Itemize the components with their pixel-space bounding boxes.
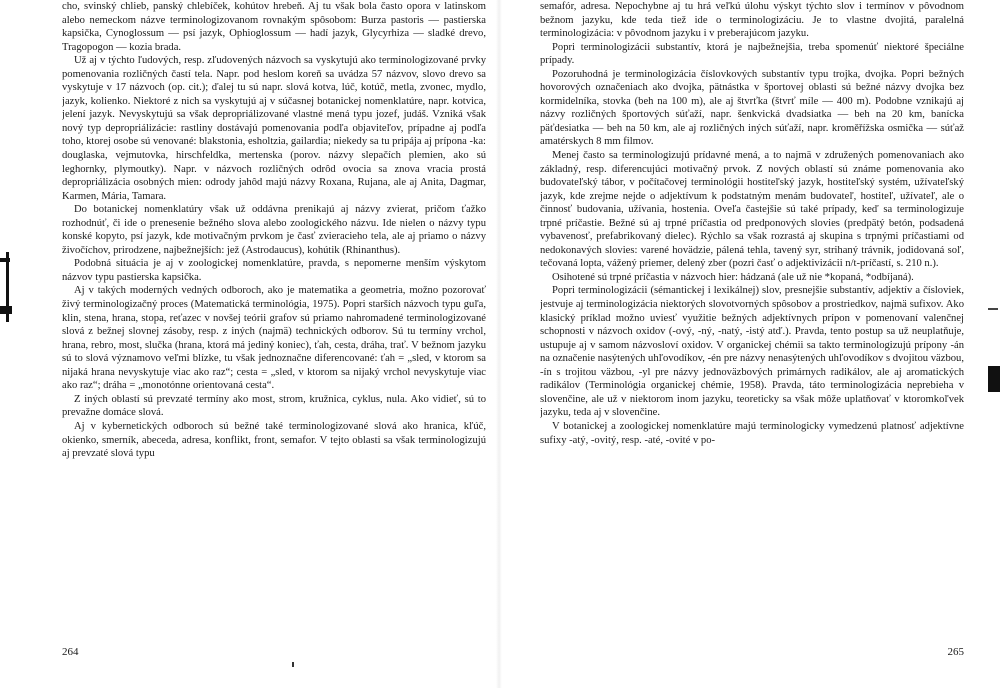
scan-binding-mark-left [0, 252, 12, 322]
scan-binding-mark-right [986, 288, 1000, 398]
left-paragraph-1: cho, svinský chlieb, panský chlebíček, kohútov hrebeň. Aj tu však bola často opora v latinskom alebo nemeckom názve terminologizovanom rovnakým spôsobom: Burza pastoris — pastierska kapsička, Cynoglossum — psí jazyk, Ophioglossum — hadí jazyk, Glycyrhiza — sladké drevo, Tragopogon — kozia brada. [62, 1, 486, 53]
right-paragraph-6: Popri terminologizácii (sémantickej i lexikálnej) slov, presnejšie substantív, adjektív a čísloviek, jestvuje aj terminologizácia niektorých slovotvorných spôsobov a prostriedkov, najmä sufixov. Ako klasický príklad možno uviesť využitie bežných adjektívnych prípon v pomenovaní valenčnej schopnosti v názvoch oxidov (-ový, -ný, -natý, -istý atď.). Pravda, tento postup sa už neuplatňuje, ustupuje aj v samom názvosloví oxidov. V organickej chémii sa takto terminologizujú prípony -án na označenie nasýtených uhľovodíkov, -én pre názvy nenasýtených uhľovodíkov s dvojitou väzbou, -ín s trojitou väzbou, -yl pre názvy jednoväzbových primárnych radikálov, ale aj aromatických radikálov (Terminológia organickej chémie, 1958). Pravda, táto terminologizácia neprebieha v slovenčine, ale už v niektorom inom jazyku, teoreticky sa však môže uplatňovať v ktoromkoľvek jazyku, teda aj v slovenčine. [540, 285, 964, 419]
left-page [62, 0, 486, 688]
left-paragraph-2: Už aj v týchto ľudových, resp. zľudovených názvoch sa vyskytujú ako terminologizované prvky pomenovania rozličných častí tela. Napr. pod heslom koreň sa uvádza 57 názvov, slovo drevo sa vyskytuje v 17 názvoch (op. cit.); ďalej tu sú napr. slová kotva, lúč, kotúč, metla, zvonec, mydlo, jazyk, kolienko. Niektoré z nich sa vyskytujú aj v súčasnej botanickej nomenklatúre, napr. kotvica, jelení jazyk. Nevyskytujú sa však depropriálizované vlastné mená typu jozef, judáš. Vzniká však nový typ depropriálizácie: rastliny dostávajú pomenovania podľa objaviteľov, prípadne aj podľa toho, ktorej osobe sú venované: blakstonia, esholtzia, gailardia; niekedy sa tu pripája aj prípona -ka: douglaska, vejmutovka, hirschfeldka, mertenska (porov. názvy slepačích plemien, ako sú leghornky, plymoutky). Napr. v názvoch rozličných odrôd ovocia sa znova vracia prostá depropriálizácia osobných mien: odrody jahôd majú názvy Roxana, Rujana, ale aj Anita, Dagmar, Karmen, Mária, Tamara. [62, 55, 486, 202]
right-paragraph-2: Popri terminologizácii substantív, ktorá je najbežnejšia, treba spomenúť niektoré špeciálne prípady. [540, 41, 964, 67]
book-gutter [496, 0, 502, 688]
right-page [540, 0, 964, 688]
right-paragraph-7: V botanickej a zoologickej nomenklatúre majú terminologicky vymedzenú platnosť adjektívne sufixy -atý, -ovitý, resp. -até, -ovité v po- [540, 420, 964, 446]
right-paragraph-4: Menej často sa terminologizujú prídavné mená, a to najmä v združených pomenovaniach ako základný, resp. diferencujúci motivačný prvok. Z nových oblastí sú známe pomenovania ako budovateľský tábor, v počítačovej terminológii hostiteľský jazyk, hostiteľský systém, užívateľský jazyk, kde zrejme nejde o adjektívum k podstatným menám budovateľ, hostiteľ, užívateľ, ale o činnosť budovania, užívania, hostenia. Oveľa častejšie sú také prípady, keď sa terminologizuje trpné príčastie. Bežné sú aj trpné príčastia od predponových slovies (predpätý betón, podsadená vybavenosť, prefabrikovaný dielec). Rýchlo sa však rozrastá aj skupina s trpnými príčastiami od nedokonavých slovies: varené hovädzie, pálená tehla, tavený syr, strihaný trávnik, jodidovaná soľ, tečovaná lopta, vážený priemer, delený zber (pozri časť o adjektivizácii n/t-príčastí, s. 210 n.). [540, 150, 964, 270]
left-paragraph-4: Podobná situácia je aj v zoologickej nomenklatúre, pravda, s nepomerne menším výskytom názvov typu pastierska kapsička. [62, 258, 486, 283]
scan-speck [292, 662, 294, 667]
left-paragraph-7: Aj v kybernetických odboroch sú bežné také terminologizované slová ako hranica, kľúč, okienko, smerník, abeceda, adresa, konflikt, front, semafor. V tejto oblasti sa však terminologizujú aj prevzaté slová typu [62, 420, 486, 460]
page-number-left: 264 [62, 646, 79, 658]
right-paragraph-1: semafór, adresa. Nepochybne aj tu hrá veľkú úlohu výskyt týchto slov i termínov v pôvodnom bežnom jazyku, kde teda tiež ide o terminologizáciu. Je to vlastne dvojitá, paralelná terminologizácia: v pôvodnom jazyku i v preberajúcom jazyku. [540, 1, 964, 40]
left-paragraph-6: Z iných oblastí sú prevzaté termíny ako most, strom, kružnica, cyklus, nula. Ako vidieť, sú to prevažne domáce slová. [62, 393, 486, 419]
page-number-right: 265 [947, 646, 964, 658]
left-paragraph-3: Do botanickej nomenklatúry však už oddávna prenikajú aj názvy zvierat, pričom ťažko rozhodnúť, či ide o prenesenie bežného slova alebo zoologického názvu. Ide nielen o názvy typu konské kopyto, psí jazyk, kde motivačným prvkom je časť zvieracieho tela, ale aj priamo o názvy živočíchov, prirodzene, najbežnejších: jež (Astrodaucus), kohútik (Rhinanthus). [62, 204, 486, 256]
right-paragraph-3: Pozoruhodná je terminologizácia číslovkových substantív typu trojka, dvojka. Popri bežných hovorových označeniach ako dvojka, pätnástka v športovej oblasti sú bežné názvy dvojka bez kormidelníka, stovka (beh na 100 m), ale aj štvrťka (štvrť míle — 400 m). Podobne vznikajú aj názvy rozličných športových súťaží, napr. šenkvická dvadsiatka — beh na 20 km, banícka päťdesiatka — beh na 50 km, ale aj rozličných iných súťaží, napr. kroměřížska osmička — súťaž amatérskych 8 mm filmov. [540, 68, 964, 148]
right-paragraph-5: Osihotené sú trpné príčastia v názvoch hier: hádzaná (ale už nie *kopaná, *odbíjaná). [552, 271, 914, 283]
left-paragraph-5: Aj v takých moderných vedných odboroch, ako je matematika a geometria, možno pozorovať živý terminologizačný proces (Matematická terminológia, 1975). Popri starších názvoch typu guľa, klin, stena, hrana, stopa, reťazec v novšej teórii grafov sú priamo nahromadené terminologizované slová z bežnej slovnej zásoby, resp. z iných (najmä) technických odborov. Sú tu termíny vrchol, hrana, rebro, most, slučka (hrana, ktorá má jediný koniec), ťah, cesta, dráha, trať. V bežnom jazyku sú to slová významovo veľmi blízke, tu však jednoznačne diferencované: ťah = „sled, v ktorom sa nijaká hrana nevyskytuje viac ako raz“; cesta = „sled, v ktorom sa nijaký vrchol nevyskytuje viac ako raz“; dráha = „monotónne orientovaná cesta“. [62, 285, 486, 392]
